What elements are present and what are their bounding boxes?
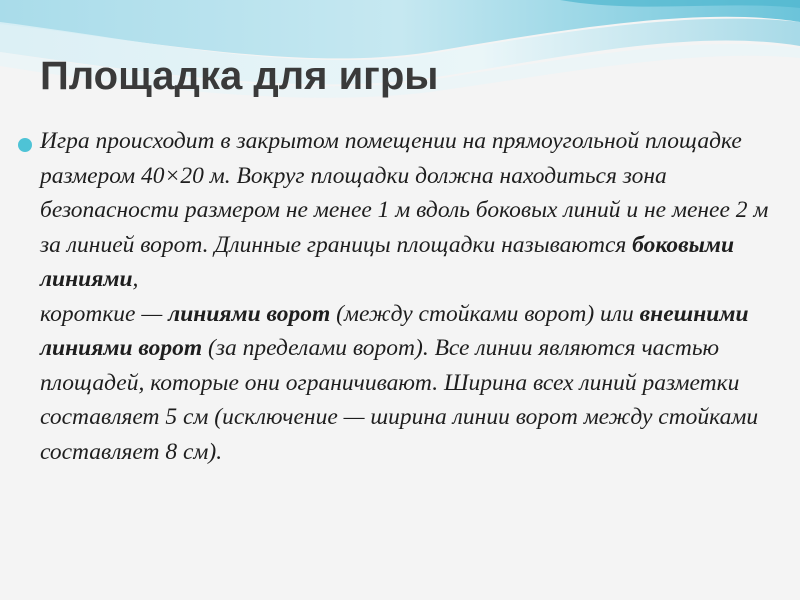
paragraph-text-1: Игра происходит в закрытом помещении на прямоугольной площадке размером 40×20 м. Вокруг площадки должна находиться зона безопасности размером не менее 1 м вдоль боковых линий и не менее 2 м за линией ворот. Длинные границы площадки называются [40, 128, 769, 258]
slide-title: Площадка для игры [40, 54, 439, 98]
paragraph-text-2: , [132, 266, 139, 292]
term-outer-goal-lines: внешними линиями ворот [40, 300, 749, 361]
term-goal-lines: линиями ворот [168, 300, 331, 327]
term-side-lines: боковыми линиями [40, 231, 735, 292]
slide-body-paragraph [40, 124, 790, 469]
bullet-icon [18, 138, 32, 152]
paragraph-text-4: (между стойками ворот) или [330, 300, 640, 327]
paragraph-text-5: (за пределами ворот). Все линии являются частью площадей, которые они ограничивают. Ширина всех линий разметки составляет 5 см (исключение — ширина линии ворот между стойками составляет 8 см). [40, 335, 759, 465]
paragraph-text-3: короткие — [40, 300, 169, 327]
